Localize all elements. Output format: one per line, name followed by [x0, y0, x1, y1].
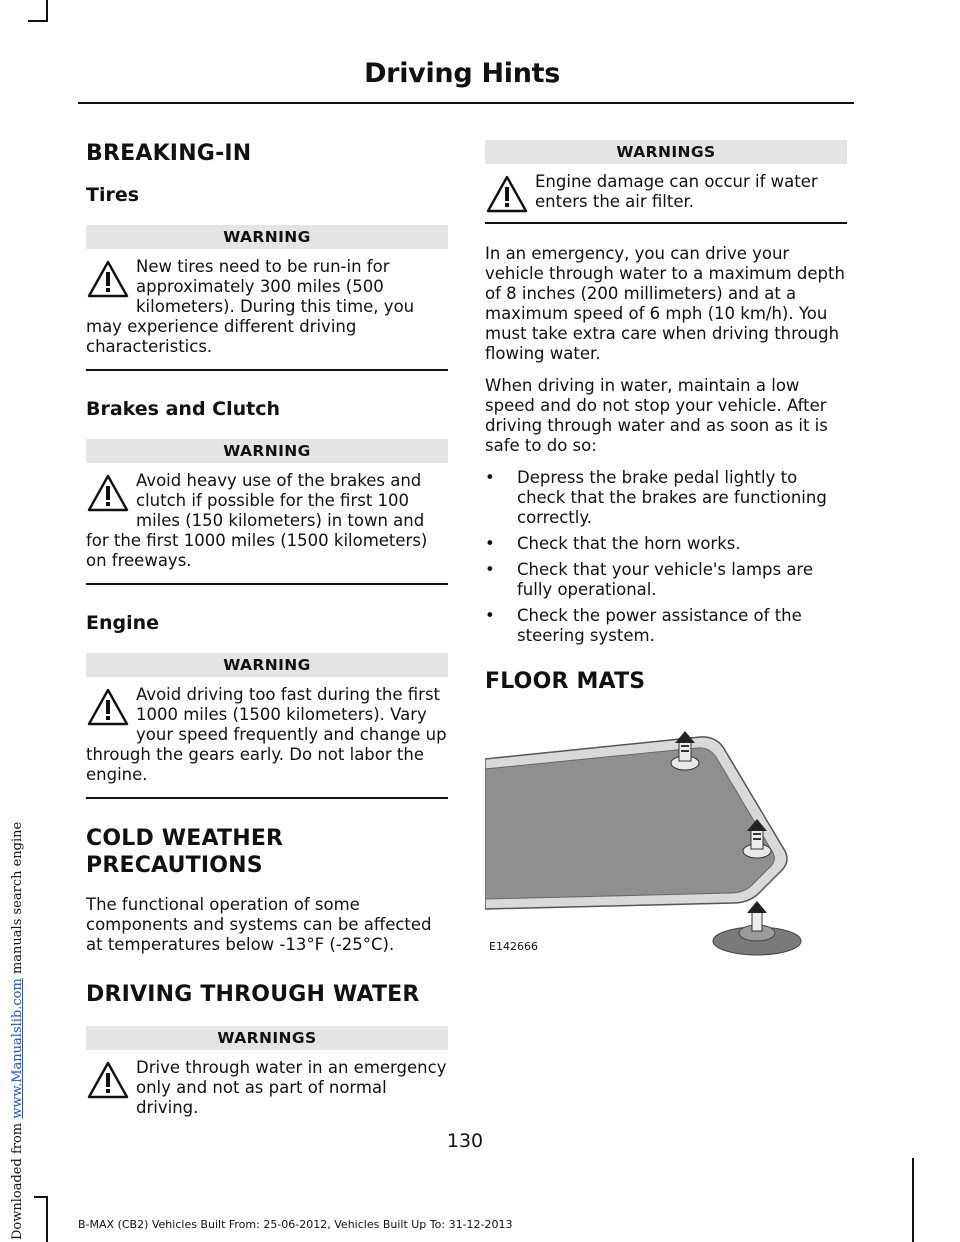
floor-mat-illustration — [485, 701, 847, 961]
banner-suffix: manuals search engine — [10, 821, 25, 979]
list-item-text: Check that the horn works. — [517, 534, 741, 553]
warning-text: Drive through water in an emergency only and not as part of normal driving. — [136, 1058, 447, 1117]
heading-line: PRECAUTIONS — [86, 853, 263, 878]
list-item — [485, 606, 847, 646]
warning-label: WARNING — [86, 225, 448, 249]
water-paragraph-2: When driving in water, maintain a low speed and do not stop your vehicle. After driving through water and as soon as it is safe to do so: — [485, 376, 828, 455]
warning-triangle-icon — [485, 174, 529, 214]
warning-box-engine — [86, 685, 448, 799]
crop-mark — [912, 1158, 914, 1242]
warning-label: WARNINGS — [485, 140, 847, 164]
water-checklist — [485, 468, 847, 646]
crop-mark — [46, 0, 48, 20]
warning-box-air-filter — [485, 172, 847, 224]
subheading-tires: Tires — [86, 184, 140, 206]
warning-box-water — [86, 1058, 448, 1130]
bullet: • — [485, 606, 495, 625]
warning-text: New tires need to be run-in for approximately 300 miles (500 kilometers). During this time, you may experience different driving characteristics. — [86, 257, 415, 356]
header-divider — [78, 102, 854, 104]
subheading-brakes-clutch: Brakes and Clutch — [86, 398, 281, 420]
figure-code: E142666 — [489, 940, 538, 953]
list-item — [485, 534, 847, 554]
warning-triangle-icon — [86, 687, 130, 727]
list-item — [485, 468, 847, 528]
section-heading-breaking-in: BREAKING-IN — [86, 141, 252, 166]
section-heading-floor-mats: FLOOR MATS — [485, 669, 646, 694]
warning-triangle-icon — [86, 1060, 130, 1100]
warning-text: Engine damage can occur if water enters the air filter. — [535, 172, 818, 211]
page-number: 130 — [446, 1130, 484, 1152]
subheading-engine: Engine — [86, 612, 160, 634]
warning-triangle-icon — [86, 473, 130, 513]
page-header-title: Driving Hints — [364, 58, 560, 89]
section-heading-cold-weather — [86, 825, 448, 879]
floor-mat-drawing — [485, 701, 847, 961]
warning-text: Avoid heavy use of the brakes and clutch if possible for the first 100 miles (150 kilometers) in town and for the first 1000 miles (1500 kilometers) on freeways. — [86, 471, 428, 570]
footer-vehicle-info: B-MAX (CB2) Vehicles Built From: 25-06-2012, Vehicles Built Up To: 31-12-2013 — [78, 1218, 513, 1231]
list-item-text: Depress the brake pedal lightly to check that the brakes are functioning correctly. — [517, 468, 827, 527]
list-item — [485, 560, 847, 600]
bullet: • — [485, 468, 495, 487]
warning-triangle-icon — [86, 259, 130, 299]
bullet: • — [485, 560, 495, 579]
left-column — [86, 140, 448, 1156]
cold-weather-text: The functional operation of some components and systems can be affected at temperatures below -13°F (-25°C). — [86, 895, 432, 954]
warning-label: WARNING — [86, 653, 448, 677]
warning-label: WARNINGS — [86, 1026, 448, 1050]
list-item-text: Check that your vehicle's lamps are fully operational. — [517, 560, 814, 599]
crop-mark — [46, 1196, 48, 1242]
list-item-text: Check the power assistance of the steering system. — [517, 606, 802, 645]
warning-text: Avoid driving too fast during the first 1000 miles (1500 kilometers). Vary your speed frequently and change up through the gears early. Do not labor the engine. — [86, 685, 447, 784]
warning-box-tires — [86, 257, 448, 371]
warning-label: WARNING — [86, 439, 448, 463]
banner-prefix: Downloaded from — [10, 1118, 25, 1240]
water-paragraph-1: In an emergency, you can drive your vehicle through water to a maximum depth of 8 inches (200 millimeters) and at a maximum speed of 6 mph (10 km/h). You must take extra care when driving through flowing water. — [485, 244, 845, 363]
bullet: • — [485, 534, 495, 553]
right-column — [485, 140, 847, 961]
section-heading-driving-through-water: DRIVING THROUGH WATER — [86, 982, 420, 1007]
heading-line: COLD WEATHER — [86, 826, 284, 851]
crop-mark — [28, 20, 48, 22]
warning-box-brakes — [86, 471, 448, 585]
manualslib-link[interactable]: www.Manualslib.com — [10, 978, 25, 1119]
